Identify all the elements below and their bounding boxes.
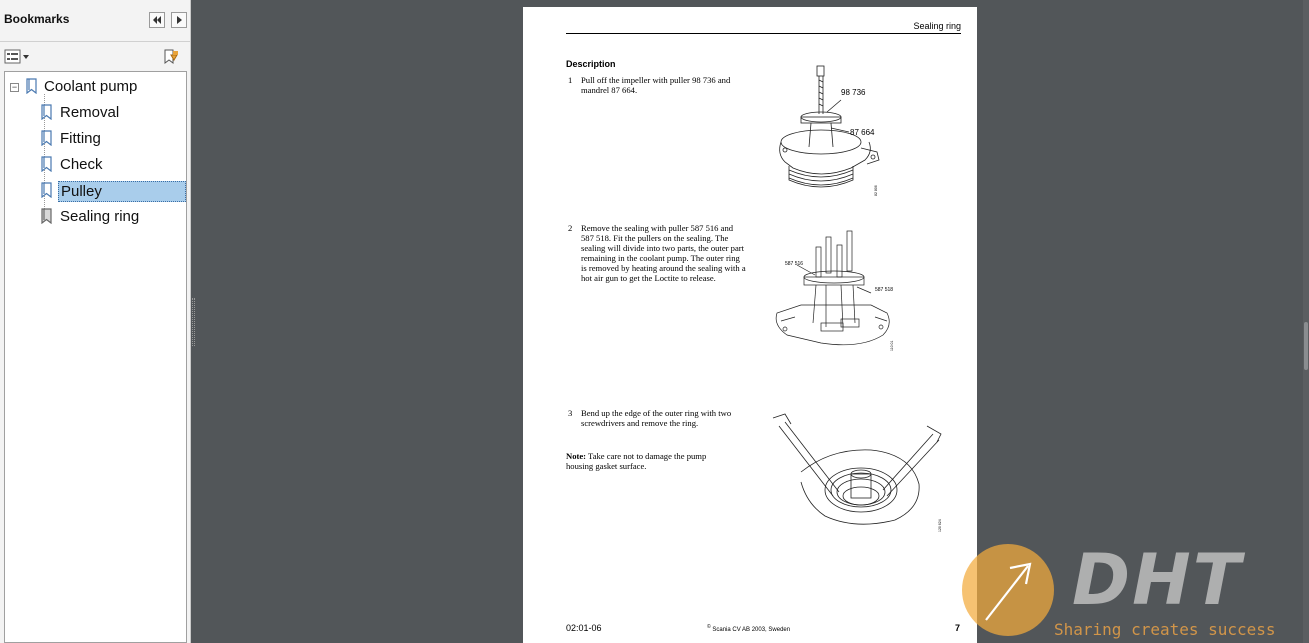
- bookmark-label-selected: Pulley: [58, 181, 186, 202]
- bookmarks-panel-title: Bookmarks: [4, 12, 70, 26]
- note-text: Take care not to damage the pump housing gasket surface.: [566, 451, 707, 471]
- bookmark-label: Coolant pump: [44, 78, 138, 95]
- step-text: Pull off the impeller with puller 98 736 and mandrel 87 664.: [581, 75, 731, 95]
- bookmark-icon: [40, 182, 54, 198]
- figure-callout: 587 518: [875, 287, 894, 293]
- bookmark-check[interactable]: [5, 154, 186, 176]
- panel-splitter[interactable]: [192, 298, 195, 346]
- dht-watermark: [960, 539, 1305, 642]
- copyright-text: Scania CV AB 2003, Sweden: [710, 627, 791, 633]
- bookmarks-panel: [0, 0, 191, 643]
- bookmark-icon: [40, 104, 54, 120]
- options-menu-button[interactable]: [4, 49, 32, 65]
- expand-panel-button[interactable]: [171, 12, 187, 28]
- step-number: 3: [568, 408, 573, 418]
- arrow-icon: [980, 558, 1040, 624]
- collapse-panel-button[interactable]: [149, 12, 165, 28]
- document-page: [523, 7, 977, 643]
- figure-screwdrivers: [771, 412, 946, 532]
- bookmarks-tree: [4, 71, 187, 643]
- step-text: Remove the sealing with puller 587 516 and 587 518. Fit the pullers on the sealing. The sealing will divide into two parts, the outer part remaining in the coolant pump. The outer ring is removed by heating around the sealing with a hot air gun to get the Loctite to release.: [581, 223, 746, 283]
- figure-callout: 87 664: [850, 128, 875, 137]
- step-text: Bend up the edge of the outer ring with two screwdrivers and remove the ring.: [581, 408, 732, 428]
- figure-id: 110 01: [890, 340, 894, 351]
- note-label: Note:: [566, 451, 587, 461]
- header-rule: [566, 33, 961, 34]
- bookmark-fitting[interactable]: [5, 128, 186, 150]
- bookmark-label: Removal: [60, 104, 120, 121]
- copyright-symbol: ©: [707, 624, 711, 630]
- step-number: 1: [568, 75, 573, 85]
- footer-copyright: [707, 624, 790, 633]
- collapse-toggle[interactable]: −: [11, 82, 18, 92]
- running-header: Sealing ring: [913, 21, 961, 31]
- footer-document-code: 02:01-06: [566, 623, 602, 633]
- chevron-right-icon: [172, 13, 186, 27]
- figure-callout: 587 516: [785, 261, 804, 267]
- bookmark-pulley[interactable]: [5, 180, 186, 202]
- bookmark-icon: [40, 130, 54, 146]
- note: [566, 451, 726, 471]
- step-number: 2: [568, 223, 573, 233]
- bookmarks-toolbar: [0, 43, 190, 71]
- bookmark-removal[interactable]: [5, 102, 186, 124]
- list-options-icon: [4, 49, 32, 65]
- bookmarks-panel-header: [0, 0, 190, 42]
- figure-callout: 98 736: [841, 88, 866, 97]
- figure-id: 82 806: [874, 185, 878, 196]
- bookmark-sealing-ring[interactable]: [5, 206, 186, 228]
- bookmark-label: Fitting: [60, 130, 101, 147]
- bookmark-label: Check: [60, 156, 103, 173]
- figure-id: 120 624: [938, 519, 942, 532]
- figure-sealing-puller: [771, 225, 901, 355]
- figure-impeller-puller: [773, 62, 893, 197]
- bookmark-coolant-pump[interactable]: [5, 76, 186, 98]
- double-chevron-left-icon: [150, 13, 164, 27]
- scrollbar-thumb[interactable]: [1304, 322, 1308, 370]
- new-bookmark-button[interactable]: [162, 48, 180, 66]
- section-heading: Description: [566, 59, 616, 69]
- new-bookmark-icon: [162, 48, 180, 66]
- bookmark-icon: [40, 208, 54, 224]
- footer-page-number: 7: [954, 623, 960, 633]
- watermark-logo: DHT: [1072, 539, 1243, 621]
- bookmark-label: Sealing ring: [60, 208, 140, 225]
- watermark-slogan: Sharing creates success: [1054, 620, 1276, 639]
- bookmark-icon: [25, 78, 39, 94]
- bookmark-icon: [40, 156, 54, 172]
- vertical-scrollbar[interactable]: [1303, 0, 1309, 643]
